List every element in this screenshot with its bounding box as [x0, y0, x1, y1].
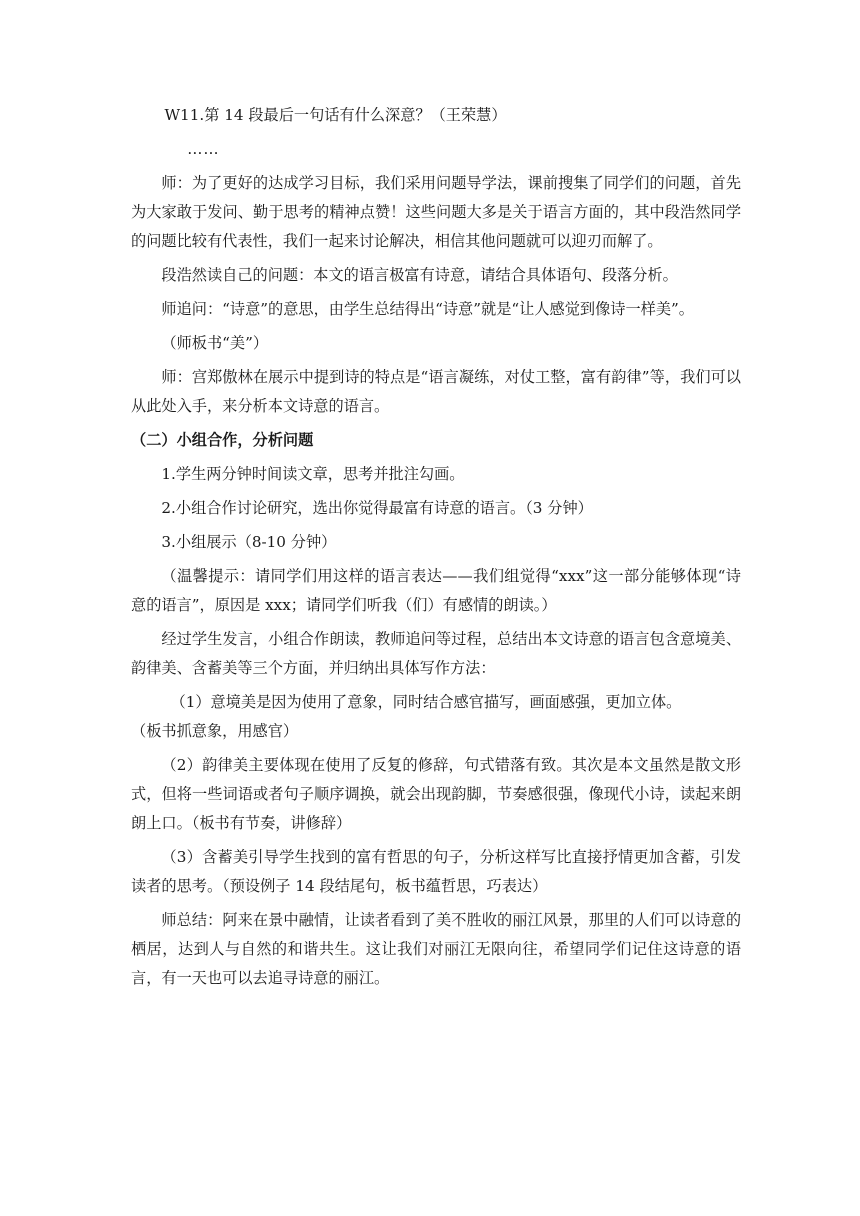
- conclusion-paragraph: 师总结：阿来在景中融情，让读者看到了美不胜收的丽江风景，那里的人们可以诗意的栖居，达到人与自然的和谐共生。这让我们对丽江无限向往，希望同学们记住这诗意的语言，有一天也可以去追寻诗意的丽江。: [131, 911, 741, 987]
- point-2: （2）韵律美主要体现在使用了反复的修辞，句式错落有致。其次是本文虽然是散文形式，但将一些词语或者句子顺序调换，就会出现韵脚，节奏感很强，像现代小诗，读起来朗朗上口。（板书有节奏，讲修辞）: [131, 756, 741, 832]
- point-1: [131, 688, 741, 746]
- ellipsis: ……: [187, 140, 220, 158]
- step-1: 1.学生两分钟时间读文章，思考并批注勾画。: [161, 465, 465, 483]
- tip-paragraph: （温馨提示：请同学们用这样的语言表达——我们组觉得“xxx”这一部分能够体现“诗意的语言”，原因是 xxx；请同学们听我（们）有感情的朗读。）: [131, 567, 741, 614]
- step-3: 3.小组展示（8-10 分钟）: [161, 533, 337, 551]
- point-1-rest: （板书抓意象，用感官）: [131, 722, 299, 740]
- student-question-paragraph: 段浩然读自己的问题：本文的语言极富有诗意，请结合具体语句、段落分析。: [161, 266, 678, 284]
- document-body: [131, 101, 741, 998]
- section-heading: （二）小组合作，分析问题: [131, 431, 314, 449]
- summary-intro-paragraph: 经过学生发言，小组合作朗读，教师追问等过程，总结出本文诗意的语言包含意境美、韵律美、含蓄美等三个方面，并归纳出具体写作方法：: [131, 630, 741, 677]
- point-3: （3）含蓄美引导学生找到的富有哲思的句子，分析这样写比直接抒情更加含蓄，引发读者的思考。（预设例子 14 段结尾句，板书蕴哲思，巧表达）: [131, 848, 741, 895]
- teacher-followup-paragraph: 师追问：“诗意”的意思，由学生总结得出“诗意”就是“让人感觉到像诗一样美”。: [161, 300, 694, 318]
- point-1-lead: （1）意境美是因为使用了意象，同时结合感官描写，画面感强，更加立体。: [170, 693, 682, 711]
- board-note: （师板书“美”）: [161, 334, 269, 352]
- teacher-poem-features-paragraph: 师：宫郑傲林在展示中提到诗的特点是“语言凝练，对仗工整，富有韵律”等，我们可以从此处入手，来分析本文诗意的语言。: [131, 368, 741, 415]
- question-line: W11.第 14 段最后一句话有什么深意？（王荣慧）: [164, 106, 507, 124]
- teacher-paragraph: 师：为了更好的达成学习目标，我们采用问题导学法，课前搜集了同学们的问题，首先为大家敢于发问、勤于思考的精神点赞！这些问题大多是关于语言方面的，其中段浩然同学的问题比较有代表性，我们一起来讨论解决，相信其他问题就可以迎刃而解了。: [131, 174, 741, 250]
- step-2: 2.小组合作讨论研究，选出你觉得最富有诗意的语言。（3 分钟）: [161, 499, 593, 517]
